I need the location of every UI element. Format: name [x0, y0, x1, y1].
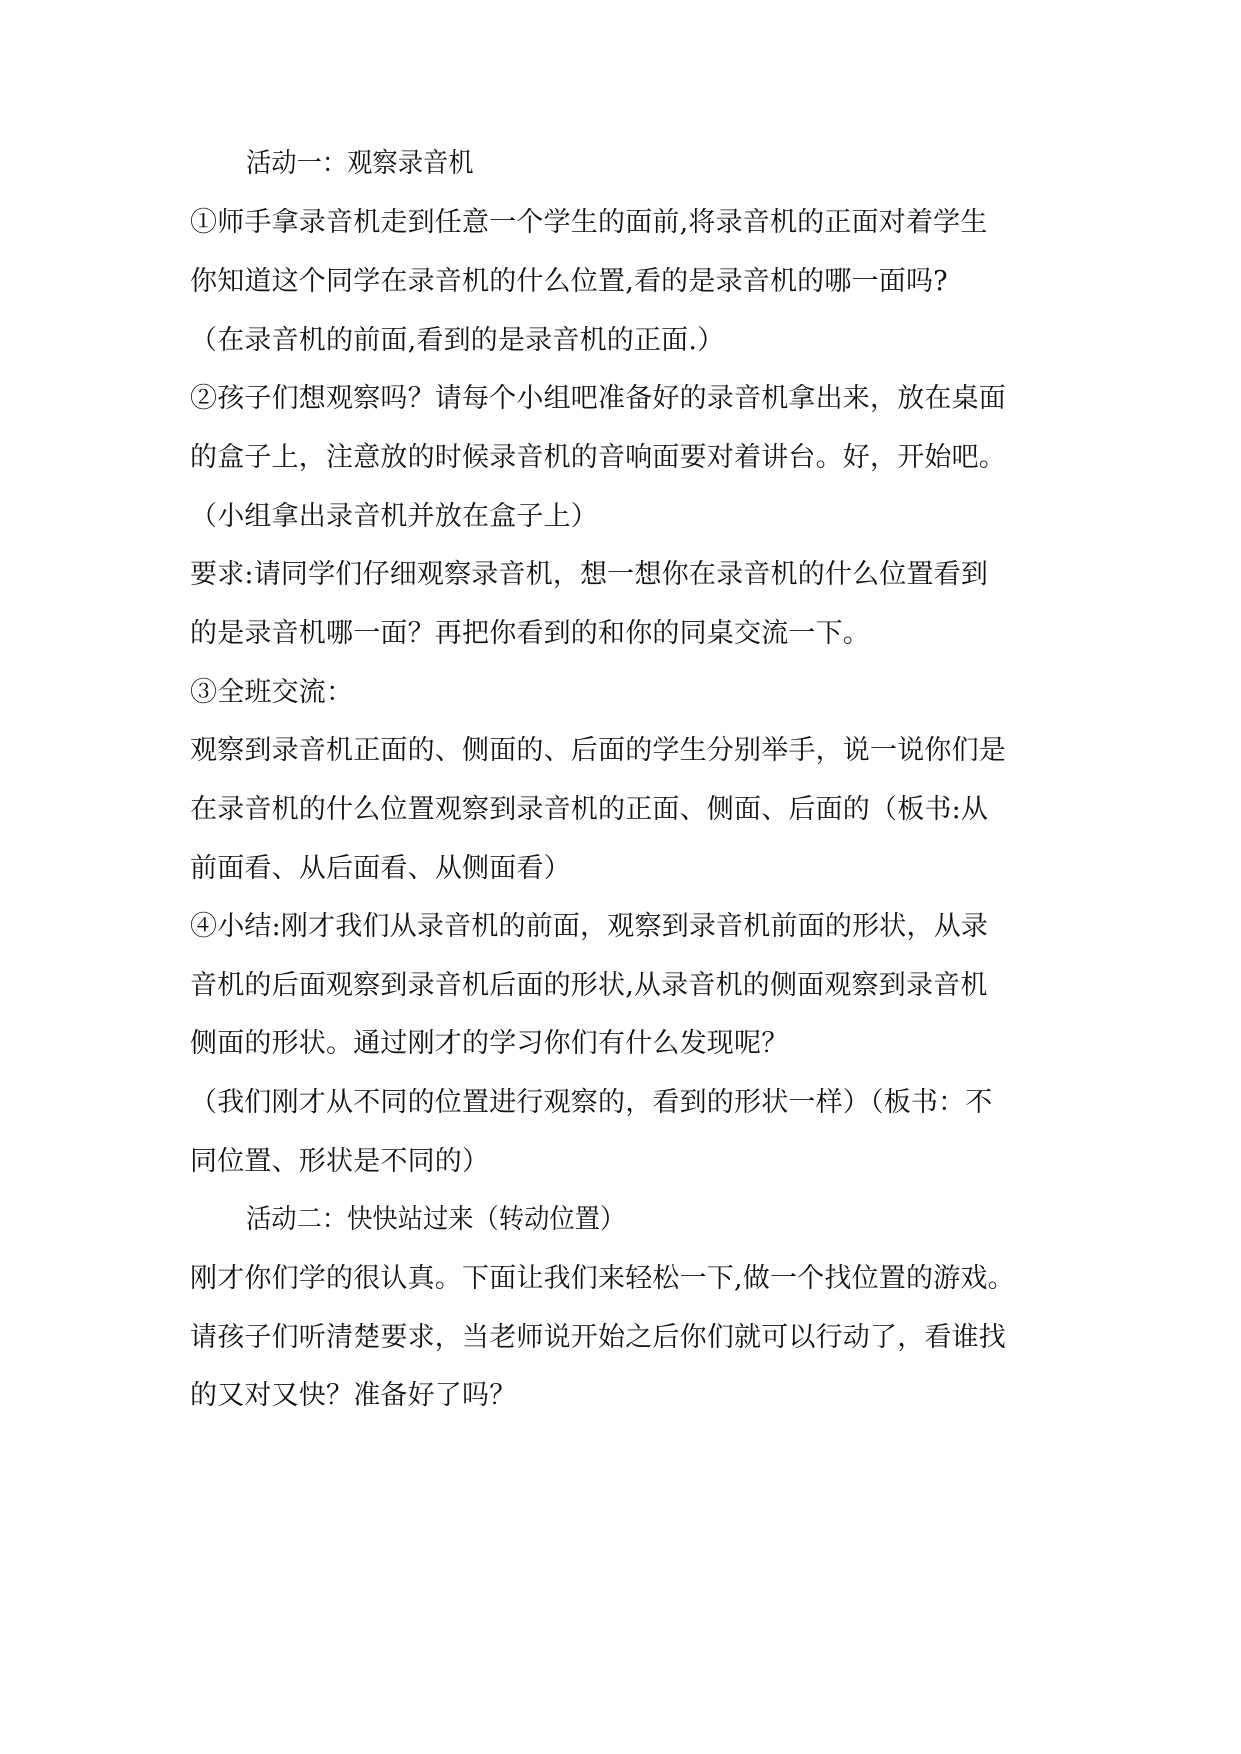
activity-one-heading: 活动一：观察录音机 — [246, 148, 474, 179]
text-line: （在录音机的前面,看到的是录音机的正面.） — [190, 325, 725, 356]
text-line: ③全班交流： — [190, 677, 354, 708]
text-line: 观察到录音机正面的、侧面的、后面的学生分别举手，说一说你们是 — [190, 735, 1006, 766]
text-line: 音机的后面观察到录音机后面的形状,从录音机的侧面观察到录音机 — [190, 970, 988, 1001]
text-line: （我们刚才从不同的位置进行观察的，看到的形状一样）（板书：不 — [190, 1087, 993, 1118]
text-line: ②孩子们想观察吗？请每个小组吧准备好的录音机拿出来，放在桌面 — [190, 383, 1006, 414]
text-line: ④小结:刚才我们从录音机的前面，观察到录音机前面的形状，从录 — [190, 911, 989, 942]
text-line: 前面看、从后面看、从侧面看） — [190, 853, 571, 884]
text-line: 的盒子上，注意放的时候录音机的音响面要对着讲台。好，开始吧。 — [190, 442, 1006, 473]
activity-two-heading: 活动二：快快站过来（转动位置） — [246, 1204, 626, 1235]
text-line: 侧面的形状。通过刚才的学习你们有什么发现呢？ — [190, 1028, 789, 1059]
text-line: 要求:请同学们仔细观察录音机，想一想你在录音机的什么位置看到 — [190, 559, 989, 590]
text-line: 在录音机的什么位置观察到录音机的正面、侧面、后面的（板书:从 — [190, 794, 989, 825]
text-line: 你知道这个同学在录音机的什么位置,看的是录音机的哪一面吗? — [190, 266, 948, 297]
text-line: 同位置、形状是不同的） — [190, 1146, 490, 1177]
text-line: 的是录音机哪一面？再把你看到的和你的同桌交流一下。 — [190, 618, 870, 649]
text-line: ①师手拿录音机走到任意一个学生的面前,将录音机的正面对着学生 — [190, 207, 988, 238]
text-line: 请孩子们听清楚要求，当老师说开始之后你们就可以行动了，看谁找 — [190, 1322, 1006, 1353]
text-line: 的又对又快？准备好了吗？ — [190, 1380, 517, 1411]
text-line: 刚才你们学的很认真。下面让我们来轻松一下,做一个找位置的游戏。 — [190, 1263, 1015, 1294]
text-line: （小组拿出录音机并放在盒子上） — [190, 501, 598, 532]
